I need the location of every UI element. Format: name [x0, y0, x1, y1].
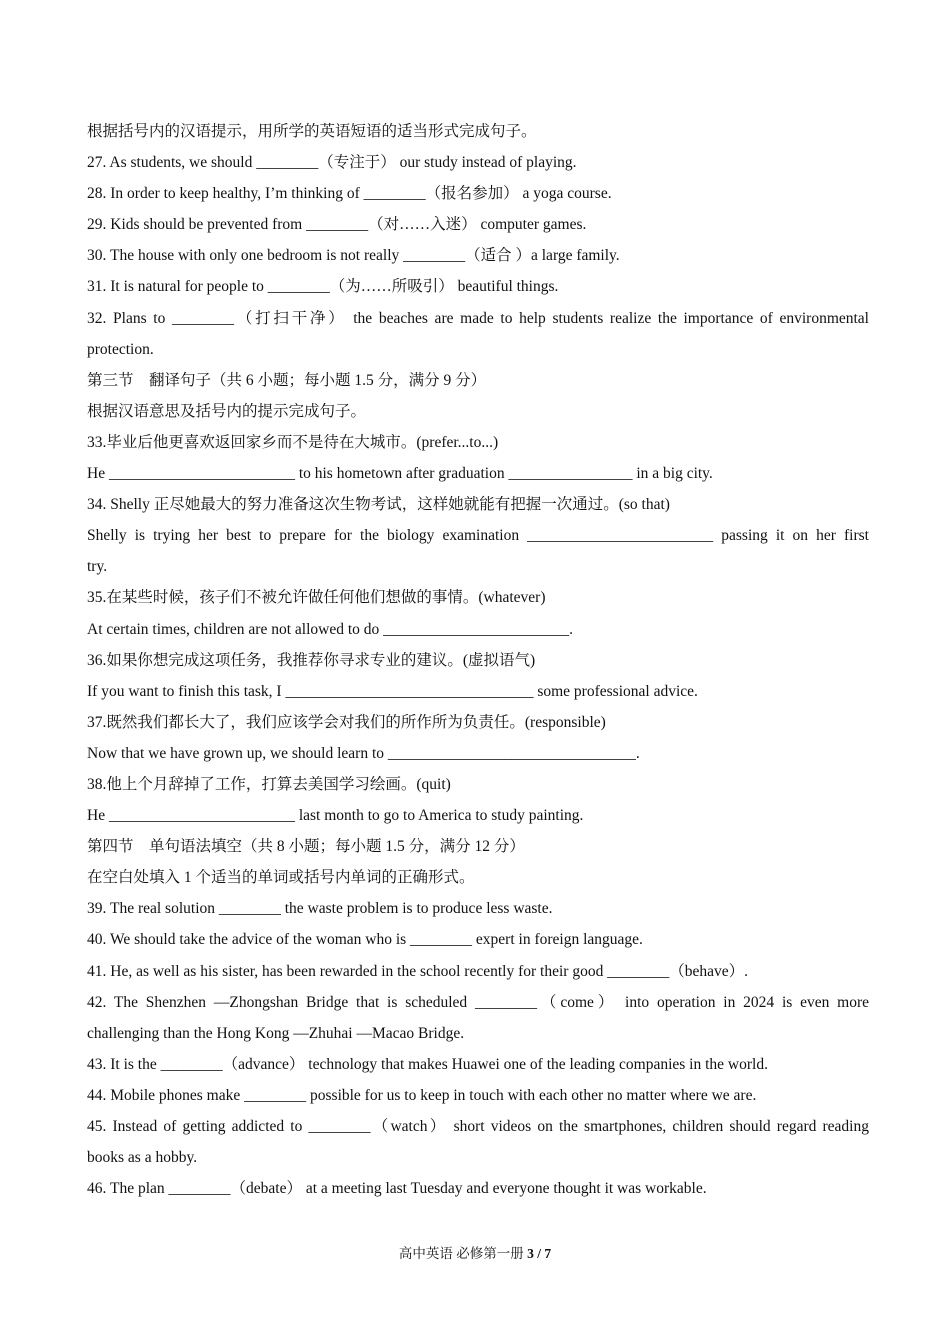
- question-34-prompt: 34. Shelly 正尽她最大的努力准备这次生物考试，这样她就能有把握一次通过。(so that): [87, 496, 670, 514]
- question-41: 41. He, as well as his sister, has been rewarded in the school recently for their good ________（behave）.: [87, 962, 748, 980]
- question-38-prompt: 38.他上个月辞掉了工作，打算去美国学习绘画。(quit): [87, 775, 451, 793]
- question-45: 45. Instead of getting addicted to ________（watch） short videos on the smartphones, children should regard reading: [87, 1118, 869, 1135]
- question-37-prompt: 37.既然我们都长大了，我们应该学会对我们的所作所为负责任。(responsible): [87, 713, 606, 731]
- question-34-continued: try.: [87, 558, 108, 576]
- section-4-heading: 第四节 单句语法填空（共 8 小题；每小题 1.5 分，满分 12 分）: [87, 838, 525, 856]
- question-31: 31. It is natural for people to ________（为……所吸引） beautiful things.: [87, 278, 559, 296]
- question-29: 29. Kids should be prevented from ________（对……入迷） computer games.: [87, 216, 587, 234]
- page-content: [87, 116, 869, 1204]
- question-44: 44. Mobile phones make ________ possible for us to keep in touch with each other no matter where we are.: [87, 1086, 757, 1104]
- section-3-instruction: 根据汉语意思及括号内的提示完成句子。: [87, 402, 367, 420]
- question-33-prompt: 33.毕业后他更喜欢返回家乡而不是待在大城市。(prefer...to...): [87, 433, 499, 451]
- question-46: 46. The plan ________（debate） at a meeting last Tuesday and everyone thought it was workable.: [87, 1180, 707, 1198]
- question-43: 43. It is the ________（advance） technology that makes Huawei one of the leading companies in the world.: [87, 1055, 768, 1073]
- question-32: 32. Plans to ________（打扫干净） the beaches are made to help students realize the importance of environmental: [87, 309, 869, 327]
- question-34-sentence: Shelly is trying her best to prepare for the biology examination ________________________ passing it on her first: [87, 527, 869, 545]
- question-32-continued: protection.: [87, 340, 154, 358]
- question-38-sentence: He ________________________ last month to go to America to study painting.: [87, 807, 584, 825]
- question-39: 39. The real solution ________ the waste problem is to produce less waste.: [87, 900, 553, 918]
- question-27: 27. As students, we should ________（专注于） our study instead of playing.: [87, 154, 577, 172]
- question-45-continued: books as a hobby.: [87, 1149, 198, 1167]
- question-37-sentence: Now that we have grown up, we should learn to ________________________________.: [87, 744, 640, 762]
- footer-label: 高中英语 必修第一册: [398, 1246, 528, 1261]
- section-4-instruction: 在空白处填入 1 个适当的单词或括号内单词的正确形式。: [87, 869, 475, 887]
- question-28: 28. In order to keep healthy, I’m thinking of ________（报名参加） a yoga course.: [87, 185, 612, 203]
- instruction-line: 根据括号内的汉语提示，用所学的英语短语的适当形式完成句子。: [87, 123, 537, 140]
- question-36-sentence: If you want to finish this task, I ________________________________ some professional advice.: [87, 682, 698, 700]
- question-40: 40. We should take the advice of the woman who is ________ expert in foreign language.: [87, 931, 643, 949]
- page-number: 3 / 7: [527, 1246, 552, 1261]
- question-35-sentence: At certain times, children are not allowed to do ________________________.: [87, 620, 574, 638]
- question-42-continued: challenging than the Hong Kong —Zhuhai —Macao Bridge.: [87, 1024, 465, 1042]
- question-42: 42. The Shenzhen —Zhongshan Bridge that is scheduled ________（come） into operation in 2024 is even more: [87, 993, 869, 1011]
- question-36-prompt: 36.如果你想完成这项任务，我推荐你寻求专业的建议。(虚拟语气): [87, 651, 536, 669]
- page-footer: [0, 1244, 950, 1264]
- question-35-prompt: 35.在某些时候，孩子们不被允许做任何他们想做的事情。(whatever): [87, 589, 546, 607]
- question-30: 30. The house with only one bedroom is not really ________（适合 ）a large family.: [87, 247, 620, 265]
- question-33-sentence: He ________________________ to his hometown after graduation ________________ in a big city.: [87, 465, 713, 483]
- section-3-heading: 第三节 翻译句子（共 6 小题；每小题 1.5 分，满分 9 分）: [87, 371, 487, 389]
